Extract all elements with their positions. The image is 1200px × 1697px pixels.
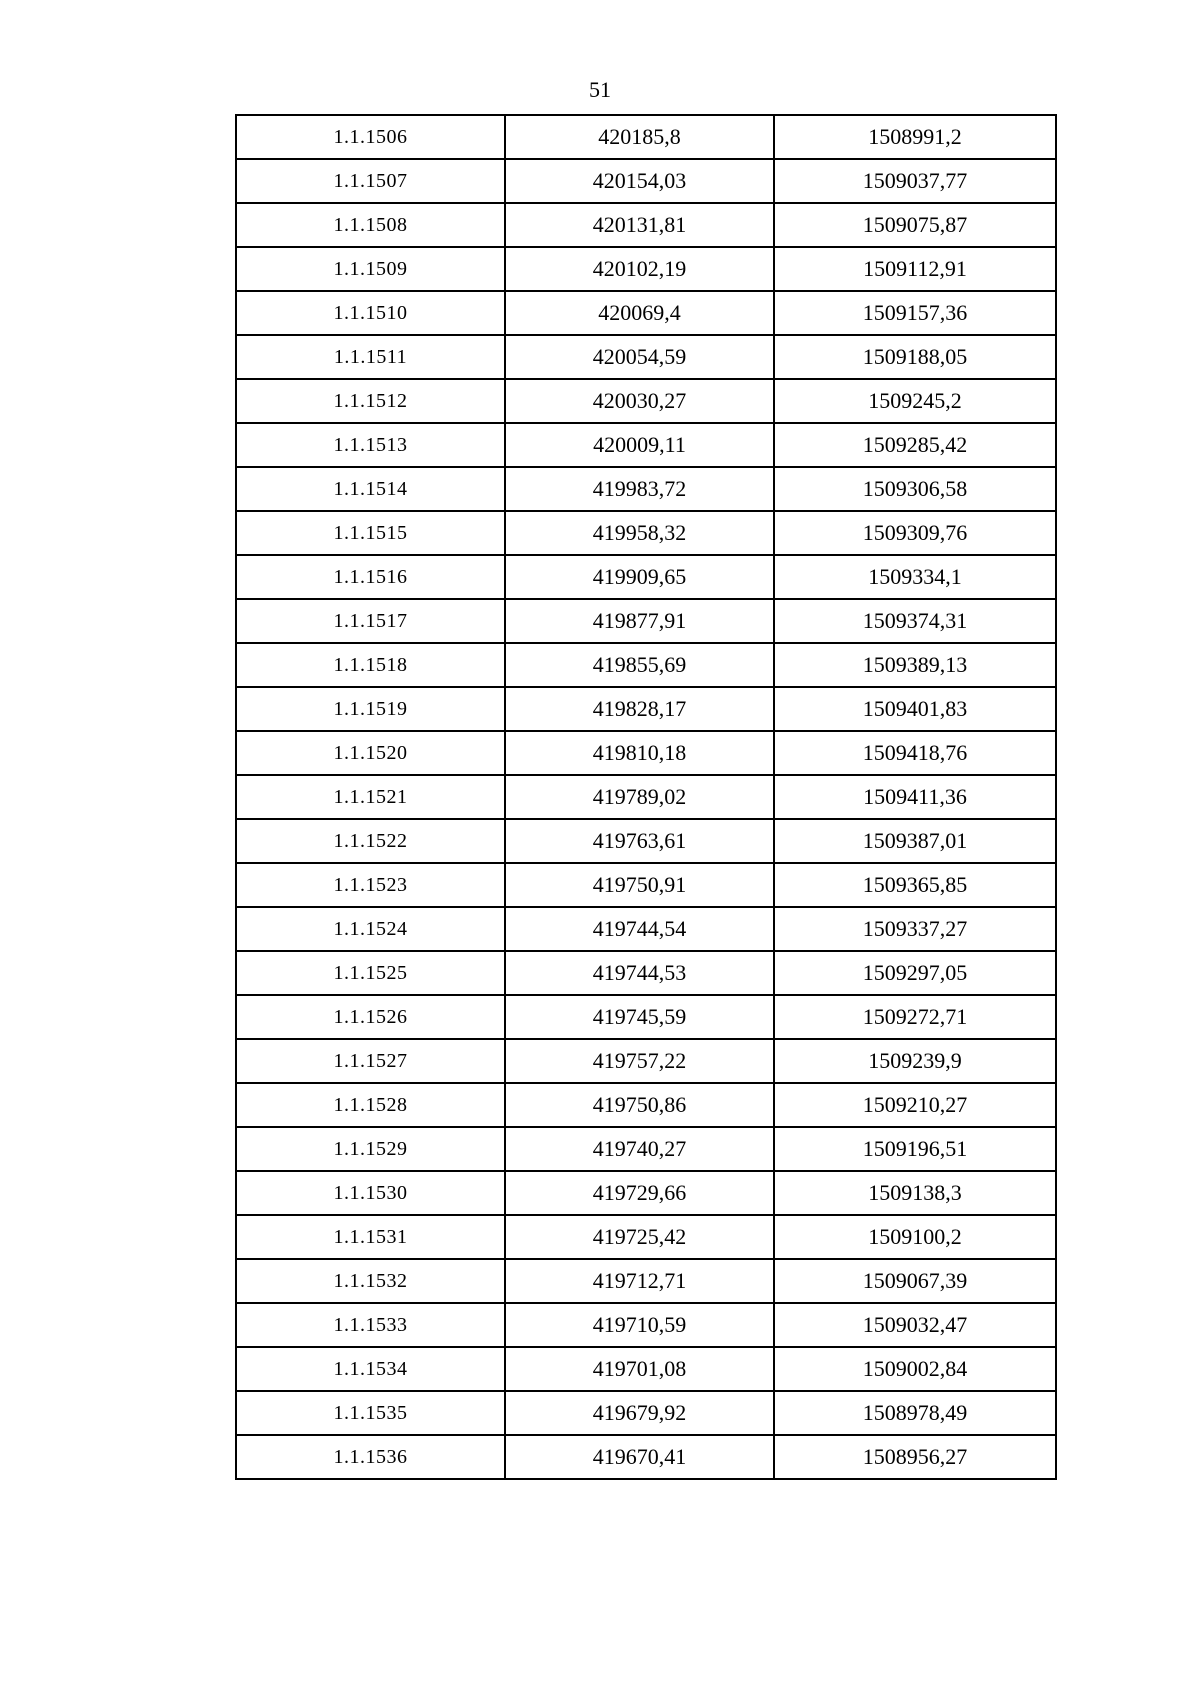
point-id-cell: 1.1.1520: [236, 731, 505, 775]
point-id-cell: 1.1.1529: [236, 1127, 505, 1171]
y-coordinate-cell: 1509401,83: [774, 687, 1056, 731]
y-coordinate-cell: 1509188,05: [774, 335, 1056, 379]
point-id-cell: 1.1.1517: [236, 599, 505, 643]
table-row: [236, 599, 1056, 643]
page-number: 51: [589, 77, 611, 102]
point-id-cell: 1.1.1534: [236, 1347, 505, 1391]
y-coordinate-cell: 1509285,42: [774, 423, 1056, 467]
y-coordinate-cell: 1509297,05: [774, 951, 1056, 995]
y-coordinate-cell: 1509239,9: [774, 1039, 1056, 1083]
y-coordinate-cell: 1509387,01: [774, 819, 1056, 863]
point-id-cell: 1.1.1519: [236, 687, 505, 731]
point-id-cell: 1.1.1514: [236, 467, 505, 511]
table-row: [236, 995, 1056, 1039]
x-coordinate-cell: 419744,54: [505, 907, 774, 951]
point-id-cell: 1.1.1536: [236, 1435, 505, 1479]
x-coordinate-cell: 419763,61: [505, 819, 774, 863]
point-id-cell: 1.1.1518: [236, 643, 505, 687]
y-coordinate-cell: 1508978,49: [774, 1391, 1056, 1435]
x-coordinate-cell: 419983,72: [505, 467, 774, 511]
table-row: [236, 819, 1056, 863]
table-row: [236, 1347, 1056, 1391]
y-coordinate-cell: 1509032,47: [774, 1303, 1056, 1347]
point-id-cell: 1.1.1507: [236, 159, 505, 203]
point-id-cell: 1.1.1522: [236, 819, 505, 863]
x-coordinate-cell: 420009,11: [505, 423, 774, 467]
x-coordinate-cell: 419725,42: [505, 1215, 774, 1259]
x-coordinate-cell: 419789,02: [505, 775, 774, 819]
y-coordinate-cell: 1509037,77: [774, 159, 1056, 203]
y-coordinate-cell: 1508991,2: [774, 115, 1056, 159]
x-coordinate-cell: 419701,08: [505, 1347, 774, 1391]
y-coordinate-cell: 1509272,71: [774, 995, 1056, 1039]
point-id-cell: 1.1.1508: [236, 203, 505, 247]
point-id-cell: 1.1.1527: [236, 1039, 505, 1083]
table-row: [236, 687, 1056, 731]
x-coordinate-cell: 419679,92: [505, 1391, 774, 1435]
x-coordinate-cell: 420131,81: [505, 203, 774, 247]
x-coordinate-cell: 419810,18: [505, 731, 774, 775]
x-coordinate-cell: 419710,59: [505, 1303, 774, 1347]
y-coordinate-cell: 1509067,39: [774, 1259, 1056, 1303]
table-row: [236, 115, 1056, 159]
x-coordinate-cell: 419745,59: [505, 995, 774, 1039]
table-row: [236, 951, 1056, 995]
table-row: [236, 423, 1056, 467]
x-coordinate-cell: 419750,86: [505, 1083, 774, 1127]
point-id-cell: 1.1.1531: [236, 1215, 505, 1259]
point-id-cell: 1.1.1510: [236, 291, 505, 335]
table-row: [236, 379, 1056, 423]
y-coordinate-cell: 1509245,2: [774, 379, 1056, 423]
point-id-cell: 1.1.1524: [236, 907, 505, 951]
y-coordinate-cell: 1509334,1: [774, 555, 1056, 599]
table-row: [236, 555, 1056, 599]
point-id-cell: 1.1.1506: [236, 115, 505, 159]
point-id-cell: 1.1.1509: [236, 247, 505, 291]
y-coordinate-cell: 1509306,58: [774, 467, 1056, 511]
table-row: [236, 511, 1056, 555]
y-coordinate-cell: 1509418,76: [774, 731, 1056, 775]
x-coordinate-cell: 419744,53: [505, 951, 774, 995]
table-row: [236, 863, 1056, 907]
x-coordinate-cell: 419740,27: [505, 1127, 774, 1171]
point-id-cell: 1.1.1521: [236, 775, 505, 819]
coordinates-table-body: [236, 115, 1056, 1479]
table-row: [236, 1127, 1056, 1171]
point-id-cell: 1.1.1516: [236, 555, 505, 599]
table-row: [236, 247, 1056, 291]
y-coordinate-cell: 1509138,3: [774, 1171, 1056, 1215]
x-coordinate-cell: 419712,71: [505, 1259, 774, 1303]
y-coordinate-cell: 1509210,27: [774, 1083, 1056, 1127]
x-coordinate-cell: 419855,69: [505, 643, 774, 687]
table-row: [236, 159, 1056, 203]
x-coordinate-cell: 419670,41: [505, 1435, 774, 1479]
y-coordinate-cell: 1509075,87: [774, 203, 1056, 247]
table-row: [236, 643, 1056, 687]
point-id-cell: 1.1.1532: [236, 1259, 505, 1303]
table-row: [236, 467, 1056, 511]
point-id-cell: 1.1.1533: [236, 1303, 505, 1347]
point-id-cell: 1.1.1526: [236, 995, 505, 1039]
y-coordinate-cell: 1509112,91: [774, 247, 1056, 291]
y-coordinate-cell: 1509100,2: [774, 1215, 1056, 1259]
y-coordinate-cell: 1509309,76: [774, 511, 1056, 555]
y-coordinate-cell: 1509365,85: [774, 863, 1056, 907]
x-coordinate-cell: 419729,66: [505, 1171, 774, 1215]
table-row: [236, 291, 1056, 335]
y-coordinate-cell: 1509157,36: [774, 291, 1056, 335]
table-row: [236, 1391, 1056, 1435]
y-coordinate-cell: 1509389,13: [774, 643, 1056, 687]
y-coordinate-cell: 1509411,36: [774, 775, 1056, 819]
point-id-cell: 1.1.1523: [236, 863, 505, 907]
table-row: [236, 335, 1056, 379]
x-coordinate-cell: 420054,59: [505, 335, 774, 379]
y-coordinate-cell: 1509002,84: [774, 1347, 1056, 1391]
table-row: [236, 731, 1056, 775]
point-id-cell: 1.1.1511: [236, 335, 505, 379]
point-id-cell: 1.1.1530: [236, 1171, 505, 1215]
x-coordinate-cell: 419909,65: [505, 555, 774, 599]
y-coordinate-cell: 1508956,27: [774, 1435, 1056, 1479]
point-id-cell: 1.1.1512: [236, 379, 505, 423]
y-coordinate-cell: 1509374,31: [774, 599, 1056, 643]
x-coordinate-cell: 419828,17: [505, 687, 774, 731]
y-coordinate-cell: 1509196,51: [774, 1127, 1056, 1171]
point-id-cell: 1.1.1528: [236, 1083, 505, 1127]
table-row: [236, 203, 1056, 247]
table-row: [236, 1259, 1056, 1303]
x-coordinate-cell: 419750,91: [505, 863, 774, 907]
table-row: [236, 1171, 1056, 1215]
table-row: [236, 775, 1056, 819]
y-coordinate-cell: 1509337,27: [774, 907, 1056, 951]
point-id-cell: 1.1.1525: [236, 951, 505, 995]
point-id-cell: 1.1.1515: [236, 511, 505, 555]
table-row: [236, 1215, 1056, 1259]
x-coordinate-cell: 419958,32: [505, 511, 774, 555]
coordinates-table: [235, 114, 1057, 1480]
x-coordinate-cell: 420185,8: [505, 115, 774, 159]
x-coordinate-cell: 420069,4: [505, 291, 774, 335]
table-row: [236, 1083, 1056, 1127]
x-coordinate-cell: 419877,91: [505, 599, 774, 643]
table-row: [236, 907, 1056, 951]
x-coordinate-cell: 420102,19: [505, 247, 774, 291]
point-id-cell: 1.1.1535: [236, 1391, 505, 1435]
table-row: [236, 1303, 1056, 1347]
table-row: [236, 1039, 1056, 1083]
x-coordinate-cell: 420154,03: [505, 159, 774, 203]
point-id-cell: 1.1.1513: [236, 423, 505, 467]
x-coordinate-cell: 419757,22: [505, 1039, 774, 1083]
x-coordinate-cell: 420030,27: [505, 379, 774, 423]
table-row: [236, 1435, 1056, 1479]
